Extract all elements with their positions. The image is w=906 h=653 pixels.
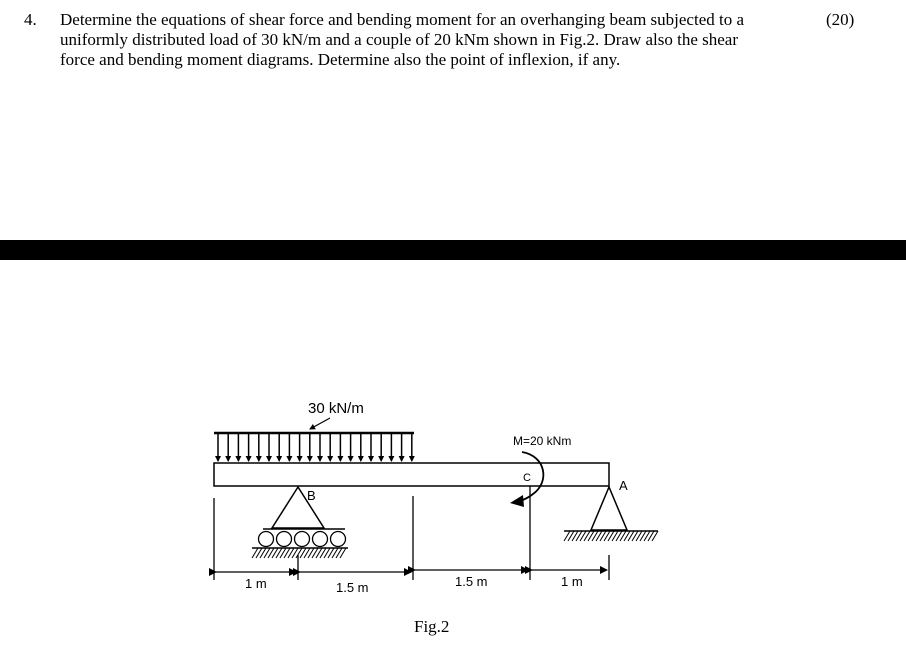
dimension-lines — [216, 570, 607, 572]
ground-hatch-a — [564, 531, 658, 541]
point-c-label: C — [523, 472, 531, 484]
udl-arrows — [218, 434, 412, 461]
question-marks: (20) — [826, 10, 855, 29]
beam — [214, 463, 609, 486]
question-number: 4. — [24, 10, 37, 29]
dimension-label: 1.5 m — [455, 574, 488, 589]
roller-support-b — [252, 487, 348, 558]
udl-label: 30 kN/m — [308, 400, 364, 417]
support-b-label: B — [307, 488, 316, 503]
extension-lines — [214, 486, 609, 580]
dimension-label: 1.5 m — [336, 580, 369, 595]
dimension-label: 1 m — [561, 574, 583, 589]
udl-label-pointer — [310, 418, 330, 429]
support-a-label: A — [619, 478, 628, 493]
figure-caption: Fig.2 — [414, 617, 450, 636]
question-line: Determine the equations of shear force and bending moment for an overhanging beam subjected to a — [60, 10, 745, 29]
couple-label: M=20 kNm — [513, 434, 572, 448]
question-line: force and bending moment diagrams. Determine also the point of inflexion, if any. — [60, 50, 621, 69]
dimension-label: 1 m — [245, 576, 267, 591]
pin-support-a — [564, 487, 658, 541]
udl-load — [214, 433, 414, 461]
question-line: uniformly distributed load of 30 kN/m and a couple of 20 kNm shown in Fig.2. Draw also the shear — [60, 30, 738, 49]
ground-hatch-b — [252, 548, 346, 558]
